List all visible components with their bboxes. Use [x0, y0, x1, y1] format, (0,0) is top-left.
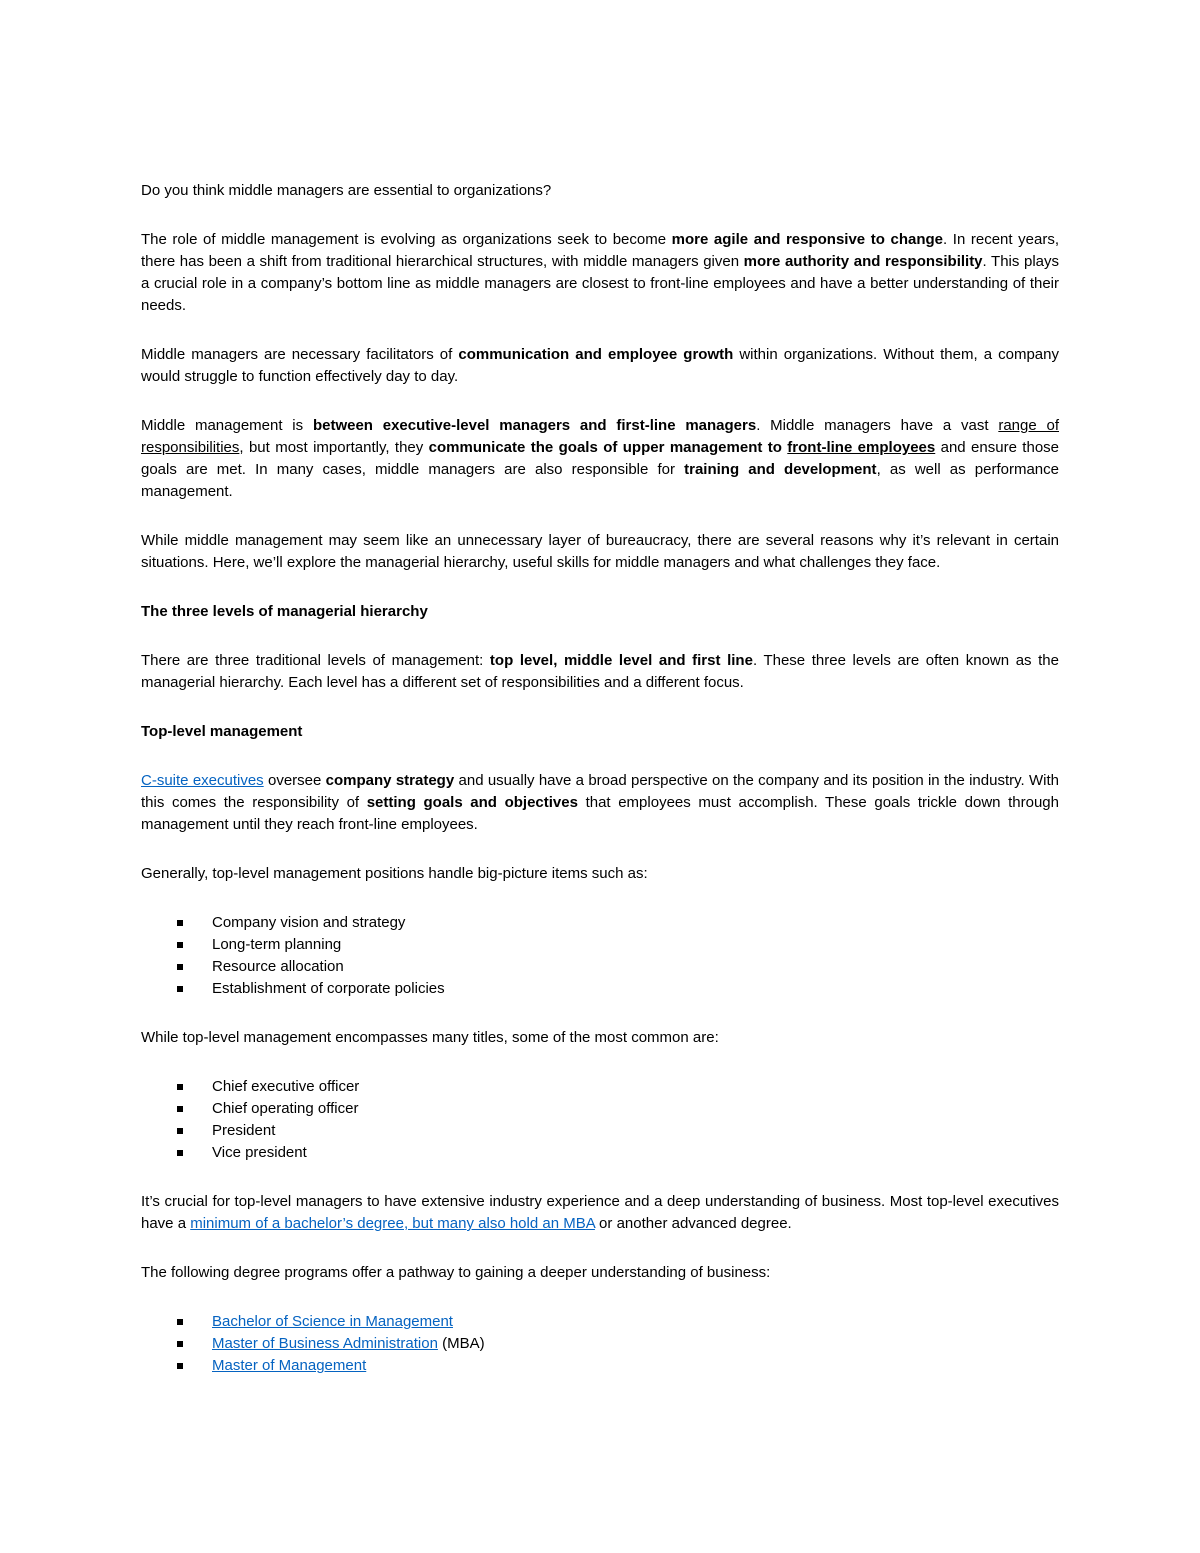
list-item-text: Long-term planning	[212, 936, 342, 953]
bold-run: setting goals and objectives	[366, 794, 578, 811]
list-item	[141, 912, 1059, 934]
bold-run: top level, middle level and first line	[489, 652, 753, 669]
text-run: Middle managers are necessary facilitators of	[141, 346, 459, 363]
paragraph-experience	[141, 1191, 1059, 1235]
degree-minimum-link[interactable]: minimum of a bachelor’s degree, but many also hold an MBA	[190, 1215, 595, 1232]
text-run: within organizations. Without them, a company would struggle to function effectively day to day.	[141, 346, 1059, 385]
bullet-icon	[177, 920, 183, 926]
top-level-items-list	[141, 912, 1059, 1000]
bullet-icon	[177, 964, 183, 970]
list-item	[141, 978, 1059, 1000]
bullet-icon	[177, 942, 183, 948]
bold-run: communication and employee growth	[458, 346, 734, 363]
text-run: and ensure those goals are met. In many cases, middle managers are also responsible for	[141, 439, 1059, 478]
bullet-icon	[177, 986, 183, 992]
list-item	[141, 1098, 1059, 1120]
text-run: or another advanced degree.	[594, 1215, 792, 1232]
bachelor-management-link[interactable]: Bachelor of Science in Management	[212, 1313, 453, 1330]
master-management-link[interactable]: Master of Management	[212, 1357, 367, 1374]
bullet-icon	[177, 1341, 183, 1347]
bullet-icon	[177, 1150, 183, 1156]
c-suite-link[interactable]: C-suite executives	[141, 772, 264, 789]
text-run: It’s crucial for top-level managers to have extensive industry experience and a deep understanding of business. Most top-level executives have a	[141, 1193, 1059, 1232]
top-level-titles-list	[141, 1076, 1059, 1164]
question-line: Do you think middle managers are essential to organizations?	[141, 182, 552, 199]
paragraph-three-levels	[141, 650, 1059, 694]
list-item-text: Vice president	[212, 1144, 307, 1161]
list-item	[141, 1076, 1059, 1098]
heading-text: Top-level management	[141, 723, 303, 740]
list-item	[141, 934, 1059, 956]
bold-run: communicate the goals of upper management to	[428, 439, 788, 456]
bold-run: between executive-level managers and first-line managers	[312, 417, 757, 434]
paragraph-between-levels	[141, 415, 1059, 503]
heading-text: The three levels of managerial hierarchy	[141, 603, 428, 620]
paragraph-role-evolving	[141, 229, 1059, 317]
text-run: and usually have a broad perspective on the company and its position in the industry. With this comes the responsibility of	[141, 772, 1059, 811]
list-item-text: President	[212, 1122, 276, 1139]
list-item-text: Resource allocation	[212, 958, 344, 975]
degree-programs-list	[141, 1311, 1059, 1377]
mba-link[interactable]: Master of Business Administration	[212, 1335, 438, 1352]
paragraph-bureaucracy: While middle management may seem like an unnecessary layer of bureaucracy, there are several reasons why it’s relevant in certain situations. Here, we’ll explore the managerial hierarchy, useful skills for middle managers and what challenges they face.	[141, 532, 1059, 571]
list-item-text: Chief operating officer	[212, 1100, 359, 1117]
list-item	[141, 956, 1059, 978]
text-run: . These three levels are often known as the managerial hierarchy. Each level has a different set of responsibilities and a different focus.	[141, 652, 1059, 691]
text-run: , as well as performance management.	[141, 461, 1059, 500]
paragraph-common-titles: While top-level management encompasses many titles, some of the most common are:	[141, 1029, 719, 1046]
bullet-icon	[177, 1084, 183, 1090]
list-item	[141, 1311, 1059, 1333]
text-run: , but most importantly, they	[239, 439, 429, 456]
bold-run: more agile and responsive to change	[671, 231, 944, 248]
bold-run: training and development	[684, 461, 877, 478]
text-run: Middle management is	[141, 417, 313, 434]
text-run: . This plays a crucial role in a company’s bottom line as middle managers are closest to front-line employees and have a better understanding of their needs.	[141, 253, 1059, 314]
list-item	[141, 1120, 1059, 1142]
text-run: oversee	[263, 772, 326, 789]
text-run: that employees must accomplish. These goals trickle down through management until they reach front-line employees.	[141, 794, 1059, 833]
text-run: . In recent years, there has been a shift from traditional hierarchical structures, with middle managers given	[141, 231, 1059, 270]
paragraph-big-picture: Generally, top-level management positions handle big-picture items such as:	[141, 865, 648, 882]
list-item-text: Company vision and strategy	[212, 914, 406, 931]
list-item	[141, 1355, 1059, 1377]
text-run: . Middle managers have a vast	[756, 417, 999, 434]
bullet-icon	[177, 1106, 183, 1112]
paragraph-degree-programs: The following degree programs offer a pathway to gaining a deeper understanding of business:	[141, 1264, 771, 1281]
list-item-text: Chief executive officer	[212, 1078, 360, 1095]
paragraph-c-suite	[141, 770, 1059, 836]
text-run: The role of middle management is evolving as organizations seek to become	[141, 231, 672, 248]
heading-managerial-hierarchy	[141, 601, 1059, 623]
paragraph-facilitators	[141, 344, 1059, 388]
bold-run: company strategy	[325, 772, 455, 789]
list-item-suffix: (MBA)	[437, 1335, 485, 1352]
bold-run: more authority and responsibility	[743, 253, 983, 270]
bold-underlined-run: front-line employees	[787, 439, 936, 456]
heading-top-level	[141, 721, 1059, 743]
bullet-icon	[177, 1319, 183, 1325]
text-run: There are three traditional levels of management:	[141, 652, 490, 669]
list-item	[141, 1333, 1059, 1355]
list-item-text: Establishment of corporate policies	[212, 980, 445, 997]
bullet-icon	[177, 1128, 183, 1134]
list-item	[141, 1142, 1059, 1164]
underlined-run: range of responsibilities	[141, 417, 1059, 456]
bullet-icon	[177, 1363, 183, 1369]
document-body	[141, 180, 1059, 1377]
